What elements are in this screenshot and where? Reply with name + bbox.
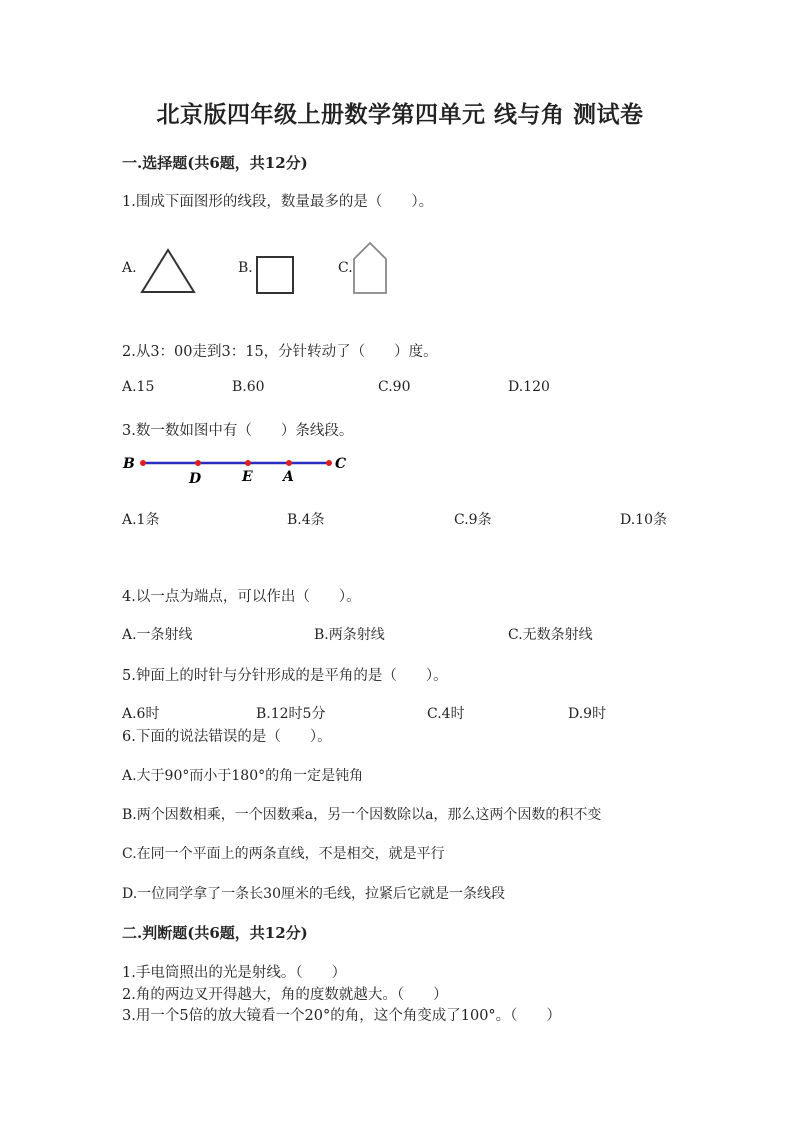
q5-option-d: D.9时 [568,706,607,722]
point-label-c: C [335,456,347,472]
question-6: 6.下面的说法错误的是（ ）。 [122,729,332,745]
q4-option-b: B.两条射线 [314,627,385,643]
question-2: 2.从3：00走到3：15，分针转动了（ ）度。 [122,344,438,360]
pentagon-figure [353,242,387,294]
q1-option-b: B. [238,260,253,276]
q2-option-d: D.120 [508,379,550,395]
q5-option-b: B.12时5分 [256,706,326,722]
point-label-a: A [283,469,294,485]
q6-option-a: A.大于90°而小于180°的角一定是钝角 [122,768,364,784]
segment-figure [120,450,360,490]
point-label-d: D [189,471,202,487]
q5-option-c: C.4时 [427,706,465,722]
q2-option-b: B.60 [232,379,265,395]
q4-option-c: C.无数条射线 [508,627,593,643]
section-heading-judge: 二.判断题(共6题，共12分) [122,924,308,942]
q6-option-c: C.在同一个平面上的两条直线，不是相交，就是平行 [122,846,445,862]
q1-option-a: A. [122,260,137,276]
judge-item-3: 3.用一个5倍的放大镜看一个20°的角，这个角变成了100°。（ ） [122,1008,561,1024]
question-4: 4.以一点为端点，可以作出（ ）。 [122,589,361,605]
q2-option-c: C.90 [378,379,411,395]
q3-option-c: C.9条 [454,512,492,528]
q3-option-b: B.4条 [287,512,325,528]
question-5: 5.钟面上的时针与分针形成的是平角的是（ ）。 [122,668,448,684]
q5-option-a: A.6时 [122,706,160,722]
q4-option-a: A.一条射线 [122,627,193,643]
section-heading-choice: 一.选择题(共6题，共12分) [122,154,308,172]
triangle-figure [140,248,196,294]
point-label-b: B [123,456,135,472]
q3-option-a: A.1条 [122,512,160,528]
judge-item-2: 2.角的两边叉开得越大，角的度数就越大。（ ） [122,987,448,1003]
q1-option-c: C. [338,260,353,276]
point-label-e: E [242,469,253,485]
q3-option-d: D.10条 [620,512,667,528]
q2-option-a: A.15 [122,379,155,395]
question-1: 1.围成下面图形的线段，数量最多的是（ ）。 [122,194,434,210]
question-3: 3.数一数如图中有（ ）条线段。 [122,423,354,439]
judge-item-1: 1.手电筒照出的光是射线。（ ） [122,965,347,981]
square-figure [256,256,294,294]
page-title: 北京版四年级上册数学第四单元 线与角 测试卷 [156,101,644,128]
q6-option-d: D.一位同学拿了一条长30厘米的毛线，拉紧后它就是一条线段 [122,886,505,902]
q6-option-b: B.两个因数相乘，一个因数乘a，另一个因数除以a，那么这两个因数的积不变 [122,807,602,823]
